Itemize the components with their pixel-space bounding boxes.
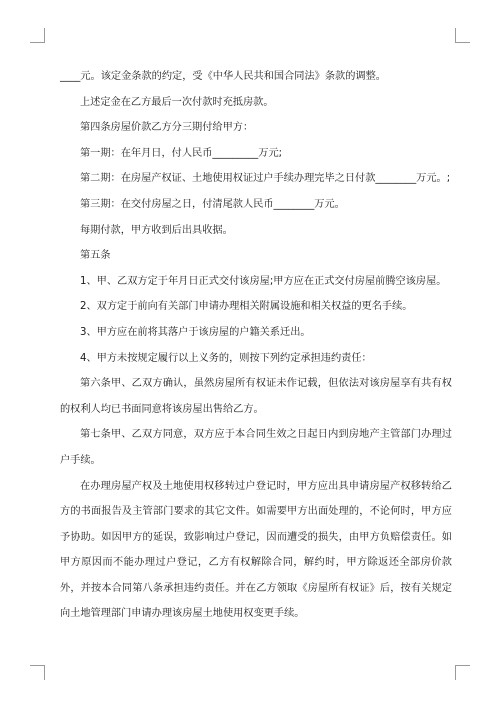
crop-mark-bottom-right xyxy=(455,665,470,680)
paragraph-item-2: 2、双方定于前向有关部门申请办理相关附属设施和相关权益的更名手续。 xyxy=(80,301,413,313)
paragraph-installment-1: 第一期：在年月日，付人民币_________万元; xyxy=(80,147,283,159)
paragraph-item-4: 4、甲方未按规定履行以上义务的，则按下列约定承担违约责任： xyxy=(80,352,372,364)
paragraph-installment-3: 第三期：在交付房屋之日，付清尾款人民币________万元。 xyxy=(80,198,345,210)
paragraph-item-1: 1、甲、乙双方定于年月日正式交付该房屋;甲方应在正式交付房屋前腾空该房屋。 xyxy=(80,275,447,287)
crop-mark-bottom-left xyxy=(30,665,45,680)
paragraph-receipt: 每期付款，甲方收到后出具收据。 xyxy=(80,224,233,236)
paragraph-item-3: 3、甲方应在前将其落户于该房屋的户籍关系迁出。 xyxy=(80,326,311,338)
paragraph-transfer-registration: 在办理房屋产权及土地使用权移转过户登记时，甲方应出具申请房屋产权移转给乙方的书面报告及主管部门要求的其它文件。如需要甲方出面处理的，不论何时，甲方应予协助。如因甲方的延误，致影响过户登记，因而遭受的损失，由甲方负赔偿责任。如甲方原因而不能办理过户登记，乙方有权解除合同，解约时，甲方除返还全部房价款外，并按本合同第八条承担违约责任。并在乙方领取《房屋所有权证》后，按有关规定向土地管理部门申请办理该房屋土地使用权变更手续。 xyxy=(60,480,452,620)
paragraph-deposit-clause: ____元。该定金条款的约定，受《中华人民共和国合同法》条款的调整。 xyxy=(60,71,386,82)
paragraph-installment-2: 第二期：在房屋产权证、土地使用权证过户手续办理完毕之日付款________万元。; xyxy=(80,173,451,185)
paragraph-article-4: 第四条房屋价款乙方分三期付给甲方： xyxy=(80,122,254,134)
document-page xyxy=(60,64,452,627)
paragraph-article-6: 第六条甲、乙双方确认，虽然房屋所有权证未作记载，但依法对该房屋享有共有权的权利人均已书面同意将该房屋出售给乙方。 xyxy=(60,378,452,415)
paragraph-article-7: 第七条甲、乙双方同意，双方应于本合同生效之日起日内到房地产主管部门办理过户手续。 xyxy=(60,429,452,466)
paragraph-deposit-offset: 上述定金在乙方最后一次付款时充抵房款。 xyxy=(80,96,274,108)
crop-mark-top-right xyxy=(455,28,470,43)
crop-mark-top-left xyxy=(30,28,45,43)
paragraph-article-5: 第五条 xyxy=(80,250,111,262)
